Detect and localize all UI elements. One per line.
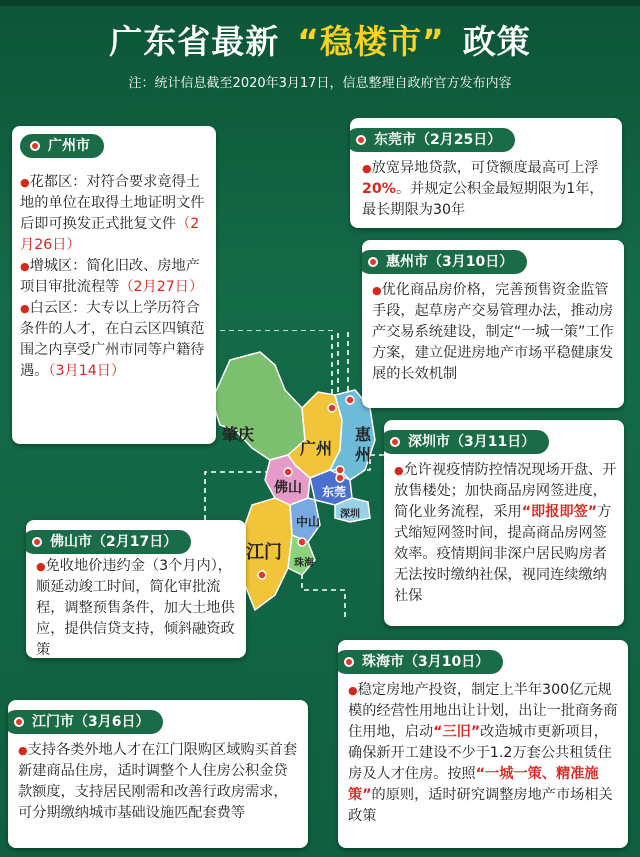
location-pin-icon <box>14 717 24 727</box>
card-huizhou-header: 惠州市（3月10日） <box>362 250 527 274</box>
card-shenzhen-header: 深圳市（3月11日） <box>384 430 549 454</box>
card-shenzhen-body <box>394 460 618 607</box>
title-suffix: 政策 <box>462 22 531 61</box>
map-label-foshan: 佛山 <box>274 480 302 496</box>
location-pin-icon <box>356 135 366 145</box>
card-foshan-body <box>36 556 240 658</box>
card-jiangmen <box>8 700 308 848</box>
card-dongguan <box>350 118 622 228</box>
map-label-zhongshan: 中山 <box>296 515 321 529</box>
map-label-huizhou-1: 惠 <box>355 425 372 444</box>
map-label-jiangmen: 江门 <box>246 542 282 563</box>
map-label-zhuhai: 珠海 <box>294 558 314 569</box>
map-label-guangzhou: 广州 <box>300 439 333 458</box>
card-foshan <box>26 520 246 658</box>
list-item: ●稳定房地产投资，制定上半年300亿元规模的经营性用地出让计划，出让一批商务商住用地，启动“三旧”改造城市更新项目，确保新开工建设不少于1.2万套公共租赁住房及人才住房。按照“一城一策、精准施策”的原则，适时研究调整房地产市场相关政策 <box>348 682 618 824</box>
card-jiangmen-body <box>18 740 300 824</box>
title-prefix: 广东省最新 <box>109 22 280 61</box>
card-huizhou <box>362 240 624 408</box>
title-highlight: “稳楼市” <box>297 22 445 61</box>
list-item: ●放宽异地贷款，可贷额度最高可上浮20%。并规定公积金最短期限为1年，最长期限为30年 <box>362 160 604 218</box>
card-guangzhou-header: 广州市 <box>20 134 104 158</box>
map-label-dongguan: 东莞 <box>322 485 347 499</box>
location-pin-icon <box>30 141 40 151</box>
top-strip <box>0 0 640 6</box>
map-label-shenzhen: 深圳 <box>340 509 360 520</box>
card-shenzhen <box>384 420 624 626</box>
list-item: ●免收地价违约金（3个月内），顺延动竣工时间，简化审批流程，调整预售条件，加大土地供应，提供信贷支持，倾斜融资政策 <box>36 558 235 658</box>
location-pin-icon <box>390 437 400 447</box>
card-foshan-header: 佛山市（2月17日） <box>26 530 191 554</box>
card-zhuhai <box>338 640 628 848</box>
source-note: 注：统计信息截至2020年3月17日，信息整理自政府官方发布内容 <box>128 76 512 91</box>
map-label-huizhou-2: 州 <box>355 445 372 464</box>
list-item: ●允许视疫情防控情况现场开盘、开放售楼处；加快商品房网签进度，简化业务流程，采用“即报即签”方式缩短网签时间，提高商品房网签效率。疫情期间非深户居民购房者无法按时缴纳社保，视同连续缴纳社保 <box>394 462 617 604</box>
location-pin-icon <box>344 657 354 667</box>
card-huizhou-body <box>372 280 616 385</box>
list-item: ●支持各类外地人才在江门限购区域购买首套新建商品住房，适时调整个人住房公积金贷款额度，支持居民刚需和改善行政房需求，可分期缴纳城市基础设施匹配套费等 <box>18 742 298 821</box>
page-title <box>0 16 640 66</box>
list-item: ●增城区：简化旧改、房地产项目审批流程等（2月27日） <box>20 258 204 295</box>
list-item: ●优化商品房价格，完善预售资金监管手段，起草房产交易管理办法，推动房产交易系统建设，制定“一城一策”工作方案，建立促进房地产市场平稳健康发展的长效机制 <box>372 282 614 382</box>
location-pin-icon <box>32 537 42 547</box>
map-label-zhaoqing: 肇庆 <box>222 425 255 444</box>
card-jiangmen-header: 江门市（3月6日） <box>8 710 163 734</box>
list-item: ●花都区：对符合要求竟得土地的单位在取得土地证明文件后即可换发正式批复文件（2月26日） <box>20 174 205 253</box>
card-dongguan-body <box>362 158 614 221</box>
card-zhuhai-header: 珠海市（3月10日） <box>338 650 503 674</box>
list-item: ●白云区：大专以上学历符合条件的人才，在白云区四镇范围之内享受广州市同等户籍待遇。（3月14日） <box>20 300 205 379</box>
card-dongguan-header: 东莞市（2月25日） <box>350 128 515 152</box>
card-guangzhou-body <box>20 172 210 382</box>
card-guangzhou <box>12 126 216 444</box>
card-zhuhai-body <box>348 680 620 827</box>
location-pin-icon <box>368 257 378 267</box>
